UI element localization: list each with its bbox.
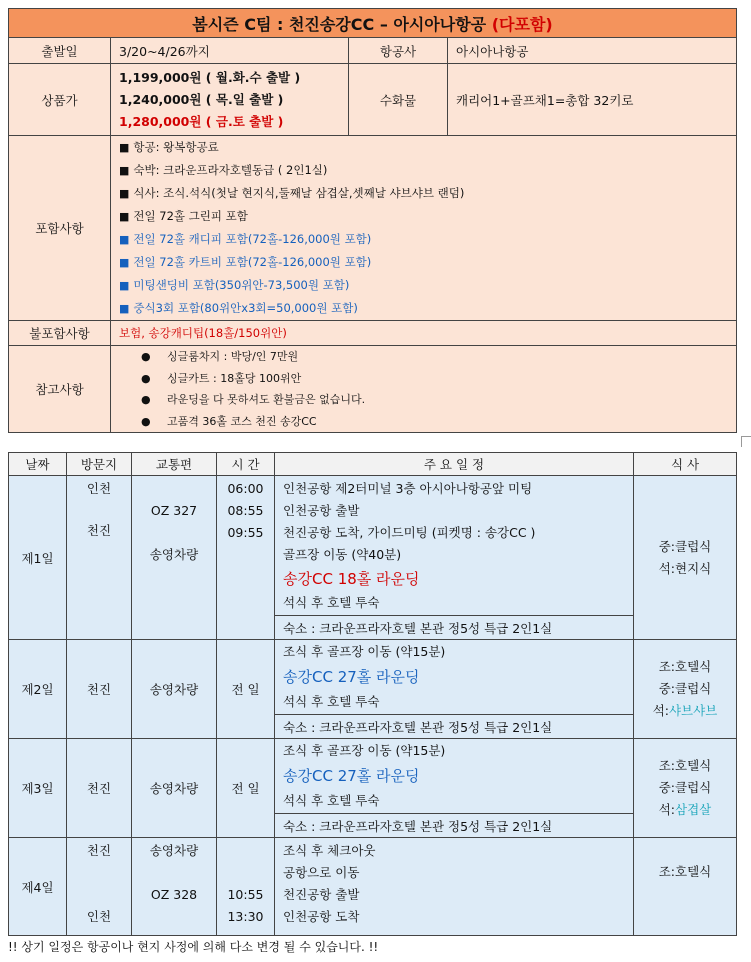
day3-itinerary xyxy=(275,739,634,814)
baggage-label: 수화물 xyxy=(349,64,448,136)
day3-place: 천진 xyxy=(67,739,132,838)
notes-label: 참고사항 xyxy=(9,346,111,433)
transfer: 송영차량 xyxy=(149,843,199,858)
price-list xyxy=(111,64,349,136)
footnote: !! 상기 일정은 항공이나 현지 사정에 의해 다소 변경 될 수 있습니다. !! xyxy=(8,940,379,954)
day1-times xyxy=(217,476,275,640)
meal: 조:호텔식 xyxy=(658,864,712,879)
day4-places xyxy=(67,838,132,936)
itinerary-item: 인천공항 도착 xyxy=(283,909,360,924)
price-item: 1,280,000원 ( 금.토 출발 ) xyxy=(119,113,284,129)
header-itinerary: 주 요 일 정 xyxy=(275,453,634,476)
meal: 중:클럽식 xyxy=(658,780,712,795)
day3-meals xyxy=(634,739,737,838)
baggage-value: 캐리어1+골프채1=총합 32키로 xyxy=(448,64,737,136)
airline-value: 아시아나항공 xyxy=(448,38,737,64)
day1-itinerary xyxy=(275,476,634,616)
itinerary-item: 송강CC 27홀 라운딩 xyxy=(283,767,420,785)
list-item: ● 라운딩을 다 못하셔도 환불금은 없습니다. xyxy=(141,393,366,406)
itinerary-item: 석식 후 호텔 투숙 xyxy=(283,595,380,610)
list-item: ■ 미팅샌딩비 포함(350위안-73,500원 포함) xyxy=(119,278,350,292)
meal: 석:샤브샤브 xyxy=(652,703,718,718)
product-title: 봄시즌 C팀 : 천진송강CC – 아시아나항공 (다포함) xyxy=(9,9,737,38)
transfer: 송영차량 xyxy=(149,547,199,562)
meal: 석:삼겹살 xyxy=(658,802,712,817)
itinerary-item: 골프장 이동 (약40분) xyxy=(283,547,402,562)
place: 천진 xyxy=(86,843,112,858)
header-transport: 교통편 xyxy=(132,453,217,476)
sheet-corner-marker xyxy=(741,436,751,447)
time: 06:00 xyxy=(227,481,264,496)
product-info-table xyxy=(8,8,737,433)
day2-hotel: 숙소 : 크라운프라자호텔 본관 정5성 특급 2인1실 xyxy=(275,715,634,739)
day3-hotel: 숙소 : 크라운프라자호텔 본관 정5성 특급 2인1실 xyxy=(275,814,634,838)
itinerary-item: 천진공항 출발 xyxy=(283,887,360,902)
header-time: 시 간 xyxy=(217,453,275,476)
itinerary-item: 천진공항 도착, 가이드미팅 (피켓명 : 송강CC ) xyxy=(283,525,536,540)
meal: 중:클럽식 xyxy=(658,538,712,554)
day4-times xyxy=(217,838,275,936)
day2-meals xyxy=(634,640,737,739)
flight: OZ 328 xyxy=(150,887,198,902)
day4-itinerary xyxy=(275,838,634,936)
day4-label: 제4일 xyxy=(9,838,67,936)
price-label: 상품가 xyxy=(9,64,111,136)
day4-transport xyxy=(132,838,217,936)
list-item: ■ 전일 72홀 캐디피 포함(72홀-126,000원 포함) xyxy=(119,232,372,246)
day2-itinerary xyxy=(275,640,634,715)
list-item: ● 싱글카트 : 18홀당 100위안 xyxy=(141,371,302,385)
meal: 석:현지식 xyxy=(658,560,712,576)
flight: OZ 327 xyxy=(150,503,198,518)
day3-label: 제3일 xyxy=(9,739,67,838)
meal: 중:클럽식 xyxy=(658,681,712,696)
time: 13:30 xyxy=(227,909,264,924)
airline-label: 항공사 xyxy=(349,38,448,64)
day2-label: 제2일 xyxy=(9,640,67,739)
itinerary-item: 석식 후 호텔 투숙 xyxy=(283,793,380,808)
day3-transport: 송영차량 xyxy=(132,739,217,838)
itinerary-item: 석식 후 호텔 투숙 xyxy=(283,694,380,709)
meal: 조:호텔식 xyxy=(658,758,712,773)
list-item: ■ 중식3회 포함(80위안x3회=50,000원 포함) xyxy=(119,301,358,315)
itinerary-item: 공항으로 이동 xyxy=(283,865,360,880)
schedule-table xyxy=(8,452,737,936)
itinerary-item: 인천공항 제2터미널 3층 아시아나항공앞 미팅 xyxy=(283,481,533,496)
list-item: ■ 숙박: 크라운프라자호텔동급 ( 2인1실) xyxy=(119,163,328,177)
day2-time: 전 일 xyxy=(217,640,275,739)
day1-meals xyxy=(634,476,737,640)
depart-label: 출발일 xyxy=(9,38,111,64)
day1-transport xyxy=(132,476,217,640)
day2-transport: 송영차량 xyxy=(132,640,217,739)
time: 10:55 xyxy=(227,887,264,902)
list-item: ■ 전일 72홀 그린피 포함 xyxy=(119,209,248,223)
depart-value: 3/20~4/26까지 xyxy=(111,38,349,64)
header-date: 날짜 xyxy=(9,453,67,476)
included-list xyxy=(111,136,737,321)
day1-label: 제1일 xyxy=(9,476,67,640)
itinerary-item: 조식 후 골프장 이동 (약15분) xyxy=(283,743,446,758)
price-item: 1,240,000원 ( 목.일 출발 ) xyxy=(119,91,284,107)
list-item: ■ 항공: 왕복항공료 xyxy=(119,140,219,154)
itinerary-item: 송강CC 27홀 라운딩 xyxy=(283,668,420,686)
day1-places xyxy=(67,476,132,640)
day2-place: 천진 xyxy=(67,640,132,739)
meal: 조:호텔식 xyxy=(658,659,712,674)
place: 인천 xyxy=(86,481,112,496)
day1-hotel: 숙소 : 크라운프라자호텔 본관 정5성 특급 2인1실 xyxy=(275,616,634,640)
day4-meals xyxy=(634,838,737,936)
list-item: ● 고품격 36홀 코스 천진 송강CC xyxy=(141,414,317,428)
itinerary-item: 조식 후 체크아웃 xyxy=(283,843,376,858)
itinerary-item: 조식 후 골프장 이동 (약15분) xyxy=(283,644,446,659)
header-meals: 식 사 xyxy=(634,453,737,476)
itinerary-item: 인천공항 출발 xyxy=(283,503,360,518)
excluded-value: 보험, 송강캐디팁(18홀/150위안) xyxy=(111,321,737,346)
place: 천진 xyxy=(86,523,112,538)
day3-time: 전 일 xyxy=(217,739,275,838)
included-label: 포함사항 xyxy=(9,136,111,321)
price-item: 1,199,000원 ( 월.화.수 출발 ) xyxy=(119,69,301,85)
notes-list xyxy=(111,346,737,433)
itinerary-item: 송강CC 18홀 라운딩 xyxy=(283,570,420,588)
list-item: ● 싱글룸차지 : 박당/인 7만원 xyxy=(141,350,299,363)
excluded-label: 불포함사항 xyxy=(9,321,111,346)
list-item: ■ 전일 72홀 카트비 포함(72홀-126,000원 포함) xyxy=(119,255,372,269)
list-item: ■ 식사: 조식.석식(첫날 현지식,둘째날 삼겹살,셋째날 샤브샤브 랜덤) xyxy=(119,186,465,200)
time: 08:55 xyxy=(227,503,264,518)
place: 인천 xyxy=(86,909,112,924)
time: 09:55 xyxy=(227,525,264,540)
header-place: 방문지 xyxy=(67,453,132,476)
